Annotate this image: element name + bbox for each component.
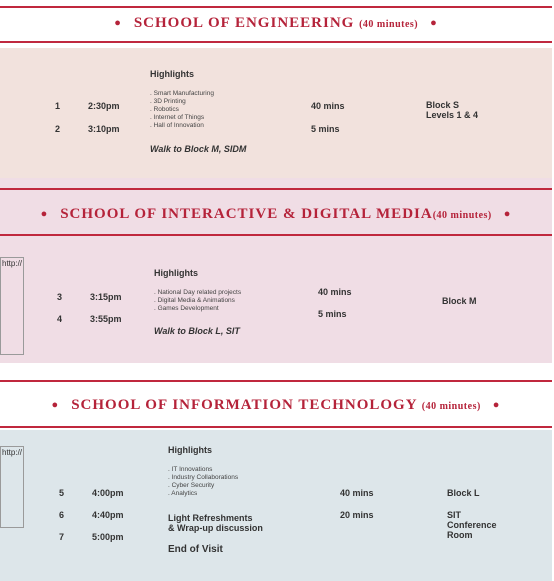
duration: 5 mins: [311, 124, 340, 134]
duration: 40 mins: [340, 488, 374, 498]
duration: 5 mins: [318, 309, 347, 319]
section-title-idm: ● SCHOOL OF INTERACTIVE & DIGITAL MEDIA(40 minutes) ●: [40, 206, 512, 222]
highlights-label: Highlights: [168, 445, 212, 455]
row-time: 3:15pm: [90, 292, 122, 302]
section-body-it: [0, 430, 552, 581]
duration: 40 mins: [318, 287, 352, 297]
highlights-label: Highlights: [150, 69, 194, 79]
location: Block L: [447, 488, 480, 498]
refreshments-line: & Wrap-up discussion: [168, 523, 263, 533]
location: Room: [447, 530, 473, 540]
bullet-icon: ●: [114, 17, 122, 29]
location: Block S: [426, 100, 460, 110]
row-number: 1: [55, 101, 61, 111]
row-number: 3: [57, 292, 63, 302]
highlights-list: . Smart Manufacturing . 3D Printing . Robotics . Internet of Things . Hall of Innovation: [150, 90, 214, 129]
embedded-frame[interactable]: http://: [0, 446, 24, 528]
row-time: 3:10pm: [88, 124, 120, 134]
row-number: 5: [59, 488, 65, 498]
end-of-visit: End of Visit: [168, 544, 223, 555]
row-time: 3:55pm: [90, 314, 122, 324]
embedded-frame[interactable]: http://: [0, 257, 24, 355]
section-header-it: [0, 363, 552, 438]
section-body-idm: [0, 245, 552, 363]
row-number: 6: [59, 510, 65, 520]
row-time: 4:40pm: [92, 510, 124, 520]
duration: 20 mins: [340, 510, 374, 520]
walk-note: Walk to Block L, SIT: [154, 326, 240, 336]
highlights-list: . IT Innovations . Industry Collaborations . Cyber Security . Analytics: [168, 466, 239, 497]
section-title-it: ● SCHOOL OF INFORMATION TECHNOLOGY (40 minutes) ●: [51, 397, 501, 413]
bullet-icon: ●: [503, 208, 512, 220]
location: SIT: [447, 510, 462, 520]
bullet-icon: ●: [430, 17, 438, 29]
row-number: 4: [57, 314, 63, 324]
refreshments-line: Light Refreshments: [168, 513, 253, 523]
bullet-icon: ●: [40, 208, 49, 220]
location: Conference: [447, 520, 497, 530]
highlights-label: Highlights: [154, 268, 198, 278]
section-header-engineering: [0, 0, 552, 48]
section-title-engineering: ● SCHOOL OF ENGINEERING (40 minutes) ●: [114, 15, 438, 31]
walk-note: Walk to Block M, SIDM: [150, 144, 247, 154]
row-number: 7: [59, 532, 65, 542]
bullet-icon: ●: [492, 399, 501, 411]
row-number: 2: [55, 124, 61, 134]
section-body-engineering: [0, 48, 552, 178]
section-header-idm: [0, 178, 552, 245]
location: Block M: [442, 296, 477, 306]
row-time: 4:00pm: [92, 488, 124, 498]
duration: 40 mins: [311, 101, 345, 111]
row-time: 5:00pm: [92, 532, 124, 542]
bullet-icon: ●: [51, 399, 60, 411]
row-time: 2:30pm: [88, 101, 120, 111]
highlights-list: . National Day related projects . Digital Media & Animations . Games Development: [154, 289, 242, 312]
location: Levels 1 & 4: [426, 110, 479, 120]
